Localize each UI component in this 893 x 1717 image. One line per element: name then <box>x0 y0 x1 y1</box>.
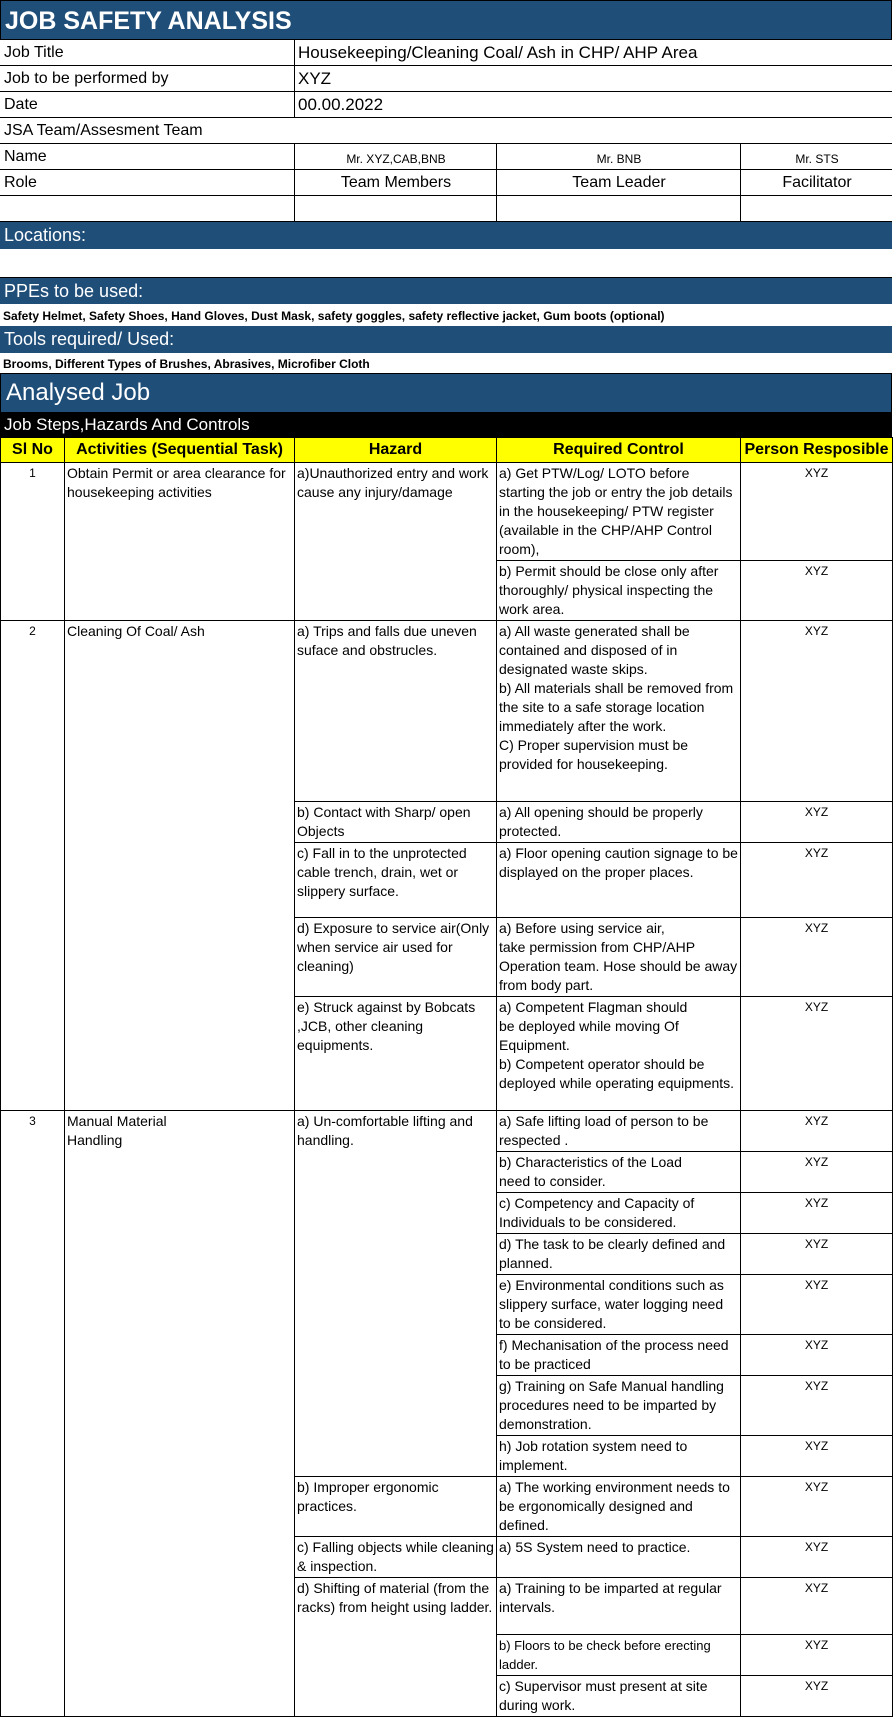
col-header-sl-no: Sl No <box>1 438 65 463</box>
person: XYZ <box>741 918 893 997</box>
activity: Obtain Permit or area clearance for housekeeping activities <box>65 463 295 621</box>
sl-no: 1 <box>1 463 65 621</box>
person: XYZ <box>741 1152 893 1193</box>
role-cell: Team Members <box>294 170 497 199</box>
person: XYZ <box>741 1578 893 1635</box>
control: a) All opening should be properly protected. <box>497 802 741 843</box>
job-title-value: Housekeeping/Cleaning Coal/ Ash in CHP/ AHP Area <box>298 43 698 62</box>
sl-no: 3 <box>1 1111 65 1717</box>
control: a) The working environment needs to be ergonomically designed and defined. <box>497 1477 741 1537</box>
hazard: d) Shifting of material (from the racks) from height using ladder. <box>295 1578 497 1717</box>
control: a) Floor opening caution signage to be displayed on the proper places. <box>497 843 741 918</box>
control: a) Safe lifting load of person to be respected . <box>497 1111 741 1152</box>
locations-value <box>0 249 892 278</box>
hazard: e) Struck against by Bobcats ,JCB, other cleaning equipments. <box>295 997 497 1111</box>
name-cell: Mr. BNB <box>496 144 741 177</box>
name-cell: Mr. STS <box>740 144 893 177</box>
column-headers <box>1 438 893 463</box>
role-label: Role <box>4 174 37 191</box>
performed-by-label: Job to be performed by <box>4 70 169 87</box>
hazard: c) Falling objects while cleaning & inspection. <box>295 1537 497 1578</box>
team-label: JSA Team/Assesment Team <box>4 122 203 139</box>
table-row <box>1 463 893 561</box>
name-cell: Mr. XYZ,CAB,BNB <box>294 144 497 177</box>
date-value: 00.00.2022 <box>298 95 384 114</box>
performed-by-row <box>0 66 892 92</box>
hazard: b) Contact with Sharp/ open Objects <box>295 802 497 843</box>
hazard: a) Un-comfortable lifting and handling. <box>295 1111 497 1477</box>
control: g) Training on Safe Manual handling procedures need to be imparted by demonstration. <box>497 1376 741 1436</box>
tools-value: Brooms, Different Types of Brushes, Abrasives, Microfiber Cloth <box>3 357 370 371</box>
sl-no: 2 <box>1 621 65 1111</box>
control: a) All waste generated shall be contained and disposed of in designated waste skips. b) All materials shall be removed from the site to a safe storage location immediately after the work. C) Proper supervision must be provided for housekeeping. <box>497 621 741 802</box>
control: c) Competency and Capacity of Individuals to be considered. <box>497 1193 741 1234</box>
control: a) Training to be imparted at regular intervals. <box>497 1578 741 1635</box>
person: XYZ <box>741 561 893 621</box>
person: XYZ <box>741 843 893 918</box>
ppe-value: Safety Helmet, Safety Shoes, Hand Gloves, Dust Mask, safety goggles, safety reflective jacket, Gum boots (optional) <box>3 309 665 323</box>
person: XYZ <box>741 1635 893 1676</box>
name-label: Name <box>4 148 47 165</box>
person: XYZ <box>741 1234 893 1275</box>
col-header-hazard: Hazard <box>295 438 497 463</box>
person: XYZ <box>741 1335 893 1376</box>
control: d) The task to be clearly defined and planned. <box>497 1234 741 1275</box>
person: XYZ <box>741 463 893 561</box>
role-cell: Facilitator <box>740 170 893 199</box>
hazard: a) Trips and falls due uneven suface and obstrucles. <box>295 621 497 802</box>
col-header-activities: Activities (Sequential Task) <box>65 438 295 463</box>
col-header-person: Person Resposible <box>741 438 893 463</box>
table-row <box>1 621 893 802</box>
role-row <box>0 170 892 196</box>
control: a) Competent Flagman should be deployed while moving Of Equipment. b) Competent operator should be deployed while operating equipments. <box>497 997 741 1111</box>
activity: Manual Material Handling <box>65 1111 295 1717</box>
hazard: c) Fall in to the unprotected cable trench, drain, wet or slippery surface. <box>295 843 497 918</box>
person: XYZ <box>741 1111 893 1152</box>
activity: Cleaning Of Coal/ Ash <box>65 621 295 1111</box>
analysis-table <box>0 437 893 1717</box>
document-title: JOB SAFETY ANALYSIS <box>0 0 892 40</box>
control: a) Before using service air, take permission from CHP/AHP Operation team. Hose should be away from body part. <box>497 918 741 997</box>
person: XYZ <box>741 1193 893 1234</box>
table-row <box>1 1111 893 1152</box>
control: b) Permit should be close only after thoroughly/ physical inspecting the work area. <box>497 561 741 621</box>
col-header-control: Required Control <box>497 438 741 463</box>
person: XYZ <box>741 1275 893 1335</box>
tools-header: Tools required/ Used: <box>0 326 892 353</box>
name-row <box>0 144 892 170</box>
hazard: d) Exposure to service air(Only when service air used for cleaning) <box>295 918 497 997</box>
person: XYZ <box>741 1477 893 1537</box>
person: XYZ <box>741 997 893 1111</box>
control: e) Environmental conditions such as slippery surface, water logging need to be considered. <box>497 1275 741 1335</box>
control: b) Characteristics of the Load need to consider. <box>497 1152 741 1193</box>
job-title-label: Job Title <box>4 44 64 61</box>
blank-row <box>0 196 892 222</box>
job-steps-header: Job Steps,Hazards And Controls <box>0 413 892 437</box>
person: XYZ <box>741 1376 893 1436</box>
control: a) Get PTW/Log/ LOTO before starting the job or entry the job details in the housekeeping/ PTW register (available in the CHP/AHP Control room), <box>497 463 741 561</box>
team-row <box>0 118 892 144</box>
person: XYZ <box>741 621 893 802</box>
role-cell: Team Leader <box>496 170 741 199</box>
person: XYZ <box>741 1676 893 1717</box>
locations-header: Locations: <box>0 222 892 249</box>
job-title-row <box>0 40 892 66</box>
control: f) Mechanisation of the process need to be practiced <box>497 1335 741 1376</box>
analysed-job-header: Analysed Job <box>0 373 892 413</box>
performed-by-value: XYZ <box>298 69 332 88</box>
control: a) 5S System need to practice. <box>497 1537 741 1578</box>
date-row <box>0 92 892 118</box>
control: h) Job rotation system need to implement. <box>497 1436 741 1477</box>
person: XYZ <box>741 1537 893 1578</box>
person: XYZ <box>741 802 893 843</box>
control: c) Supervisor must present at site during work. <box>497 1676 741 1717</box>
hazard: b) Improper ergonomic practices. <box>295 1477 497 1537</box>
date-label: Date <box>4 96 38 113</box>
hazard: a)Unauthorized entry and work cause any injury/damage <box>295 463 497 621</box>
control: b) Floors to be check before erecting ladder. <box>497 1635 741 1676</box>
person: XYZ <box>741 1436 893 1477</box>
ppe-header: PPEs to be used: <box>0 278 892 304</box>
